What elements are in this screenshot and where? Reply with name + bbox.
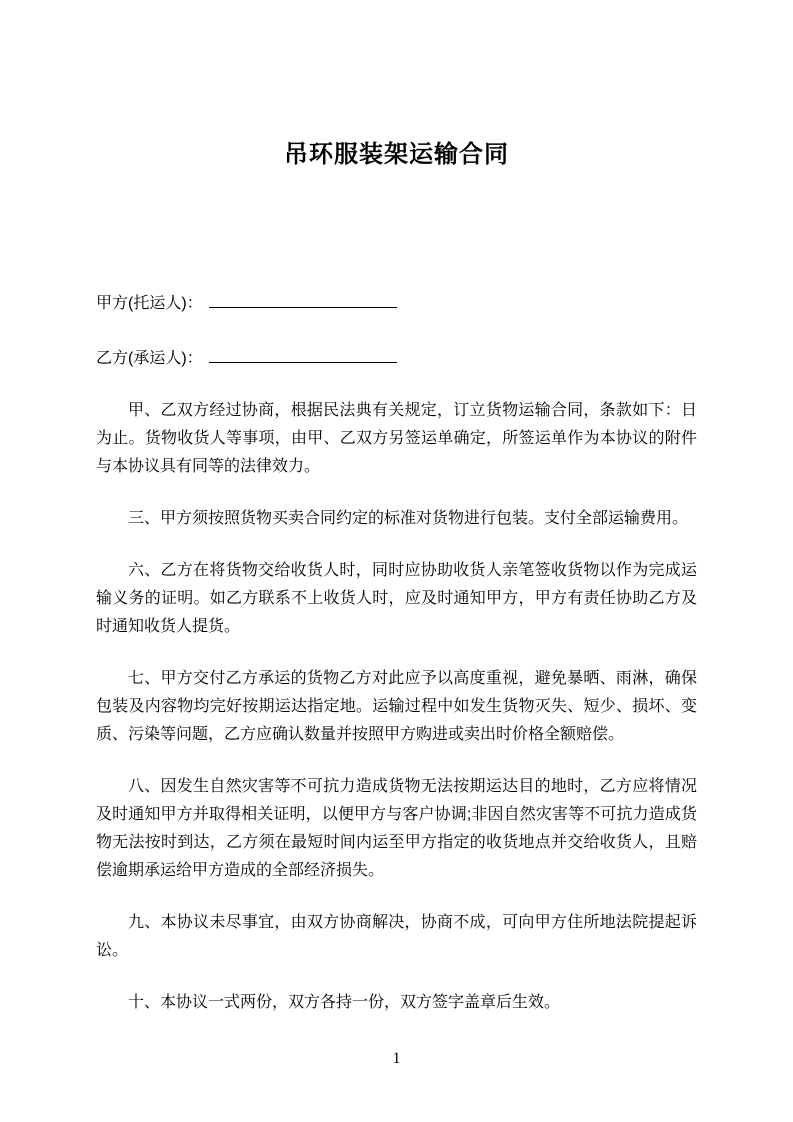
party-b-line xyxy=(96,345,697,373)
document-title: 吊环服装架运输合同 xyxy=(284,141,509,168)
document-content xyxy=(0,140,793,1017)
party-a-blank-field xyxy=(209,292,397,308)
paragraph-preamble: 甲、乙双方经过协商，根据民法典有关规定，订立货物运输合同，条款如下：日为止。货物收货人等事项，由甲、乙双方另签运单确定，所签运单作为本协议的附件与本协议具有同等的法律效力。 xyxy=(96,402,697,475)
paragraph-clause-6: 六、乙方在将货物交给收货人时，同时应协助收货人亲笔签收货物以作为完成运输义务的证明。如乙方联系不上收货人时，应及时通知甲方，甲方有责任协助乙方及时通知收货人提货。 xyxy=(96,562,697,635)
paragraph-clause-3: 三、甲方须按照货物买卖合同约定的标准对货物进行包装。支付全部运输费用。 xyxy=(128,510,689,527)
party-b-blank-field xyxy=(209,347,397,363)
party-b-label: 乙方(承运人)： xyxy=(96,350,203,367)
paragraph-clause-10: 十、本协议一式两份，双方各持一份，双方签字盖章后生效。 xyxy=(128,994,561,1011)
paragraph-clause-8: 八、因发生自然灾害等不可抗力造成货物无法按期运达目的地时，乙方应将情况及时通知甲方并取得相关证明，以便甲方与客户协调;非因自然灾害等不可抗力造成货物无法按时到达，乙方须在最短时间内运至甲方指定的收货地点并交给收货人，且赔偿逾期承运给甲方造成的全部经济损失。 xyxy=(96,778,697,879)
party-a-label: 甲方(托运人)： xyxy=(96,295,203,312)
paragraph-clause-7: 七、甲方交付乙方承运的货物乙方对此应予以高度重视，避免暴晒、雨淋，确保包装及内容物均完好按期运达指定地。运输过程中如发生货物灭失、短少、损坏、变质、污染等问题，乙方应确认数量并按照甲方购进或卖出时价格全额赔偿。 xyxy=(96,670,697,743)
paragraph-clause-9: 九、本协议未尽事宜，由双方协商解决，协商不成，可向甲方住所地法院提起诉讼。 xyxy=(96,914,697,959)
party-a-line xyxy=(96,290,697,318)
page-number: 1 xyxy=(392,1050,401,1067)
